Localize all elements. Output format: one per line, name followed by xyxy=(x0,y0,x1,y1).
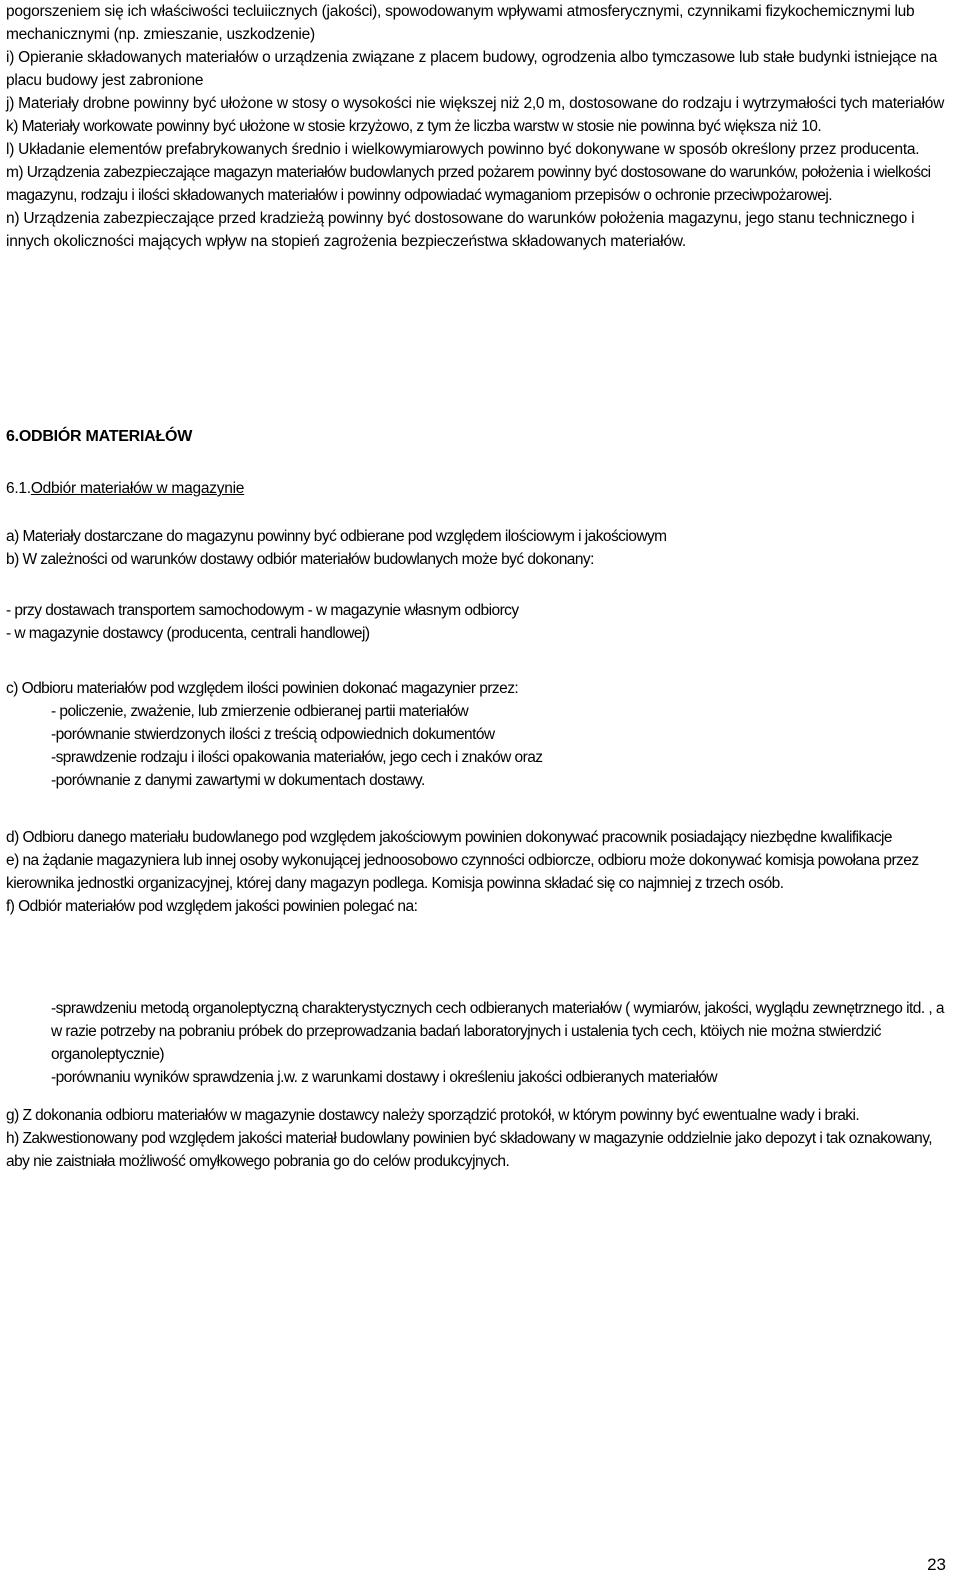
section-heading: 6.ODBIÓR MATERIAŁÓW xyxy=(6,428,193,445)
item-c-step: -porównanie z danymi zawartymi w dokumentach dostawy. xyxy=(51,772,425,789)
item-b: b) W zależności od warunków dostawy odbiór materiałów budowlanych może być dokonany: xyxy=(6,551,594,568)
paragraph-k: k) Materiały workowate powinny być ułożone w stosie krzyżowo, z tym że liczba warstw w stosie nie powinna być większa niż 10. xyxy=(6,118,822,135)
item-f-step: -sprawdzeniu metodą organoleptyczną charakterystycznych cech odbieranych materiałów ( wymiarów, jakości, wyglądu zewnętrznego itd. , a w razie potrzeby na pobraniu próbek do przeprowadzania badań laboratoryjnych i ustalenia tych cech, ktöiych nie można stwierdzić organoleptycznie) xyxy=(51,1000,944,1063)
paragraph-continuation: pogorszeniem się ich właściwości tecluiicznych (jakości), spowodowanym wpływami atmosferycznymi, czynnikami fizykochemicznymi lub mechanicznymi (np. zmieszanie, uszkodzenie) xyxy=(6,3,915,43)
delivery-option: - przy dostawach transportem samochodowym - w magazynie własnym odbiorcy xyxy=(6,602,519,619)
delivery-options xyxy=(6,599,954,645)
item-f-steps xyxy=(6,997,954,1089)
item-h: h) Zakwestionowany pod względem jakości materiał budowlany powinien być składowany w magazynie oddzielnie jako depozyt i tak oznakowany, aby nie zaistniała możliwość omyłkowego pobrania go do celów produkcyjnych. xyxy=(6,1130,933,1170)
reception-items-ab xyxy=(6,525,954,571)
item-c-step: -sprawdzenie rodzaju i ilości opakowania materiałów, jego cech i znaków oraz xyxy=(51,749,543,766)
paragraph-i: i) Opieranie składowanych materiałów o urządzenia związane z placem budowy, ogrodzenia albo tymczasowe lub stałe budynki istniejące na placu budowy jest zabronione xyxy=(6,49,938,89)
item-c: c) Odbioru materiałów pod względem ilości powinien dokonać magazynier przez: xyxy=(6,680,519,697)
page-number: 23 xyxy=(927,1555,946,1574)
item-a: a) Materiały dostarczane do magazynu powinny być odbierane pod względem ilościowym i jakościowym xyxy=(6,528,667,545)
item-d: d) Odbioru danego materiału budowlanego pod względem jakościowym powinien dokonywać pracownik posiadający niezbędne kwalifikacje xyxy=(6,829,892,846)
items-d-to-f xyxy=(6,826,954,918)
item-c-step: - policzenie, zważenie, lub zmierzenie odbieranej partii materiałów xyxy=(51,703,469,720)
item-c-block xyxy=(6,677,954,792)
paragraph-j: j) Materiały drobne powinny być ułożone w stosy o wysokości nie większej niż 2,0 m, dostosowane do rodzaju i wytrzymałości tych materiałów xyxy=(6,95,945,112)
subsection-heading xyxy=(6,477,954,500)
delivery-option: - w magazynie dostawcy (producenta, centrali handlowej) xyxy=(6,625,370,642)
paragraph-m: m) Urządzenia zabezpieczające magazyn materiałów budowlanych przed pożarem powinny być dostosowane do warunków, położenia i wielkości magazynu, rodzaju i ilości składowanych materiałów i powinny odpowiadać wymaganiom przepisów o ochronie przeciwpożarowej. xyxy=(6,164,931,204)
items-g-h xyxy=(6,1104,954,1173)
item-f: f) Odbiór materiałów pod względem jakości powinien polegać na: xyxy=(6,898,418,915)
subsection-number: 6.1. xyxy=(6,480,31,497)
subsection-title: Odbiór materiałów w magazynie xyxy=(30,480,245,497)
item-f-step: -porównaniu wyników sprawdzenia j.w. z warunkami dostawy i określeniu jakości odbieranych materiałów xyxy=(51,1069,718,1086)
top-paragraphs xyxy=(6,0,954,253)
item-e: e) na żądanie magazyniera lub innej osoby wykonującej jednoosobowo czynności odbiorcze, odbioru może dokonywać komisja powołana przez kierownika jednostki organizacyjnej, której dany magazyn podlega. Komisja powinna składać się co najmniej z trzech osób. xyxy=(6,852,919,892)
paragraph-n: n) Urządzenia zabezpieczające przed kradzieżą powinny być dostosowane do warunków położenia magazynu, jego stanu technicznego i innych okoliczności mających wpływ na stopień zagrożenia bezpieczeństwa składowanych materiałów. xyxy=(6,210,915,250)
item-g: g) Z dokonania odbioru materiałów w magazynie dostawcy należy sporządzić protokół, w którym powinny być ewentualne wady i braki. xyxy=(6,1107,860,1124)
paragraph-l: l) Układanie elementów prefabrykowanych średnio i wielkowymiarowych powinno być dokonywane w sposób określony przez producenta. xyxy=(6,141,920,158)
item-c-step: -porównanie stwierdzonych ilości z treścią odpowiednich dokumentów xyxy=(51,726,495,743)
